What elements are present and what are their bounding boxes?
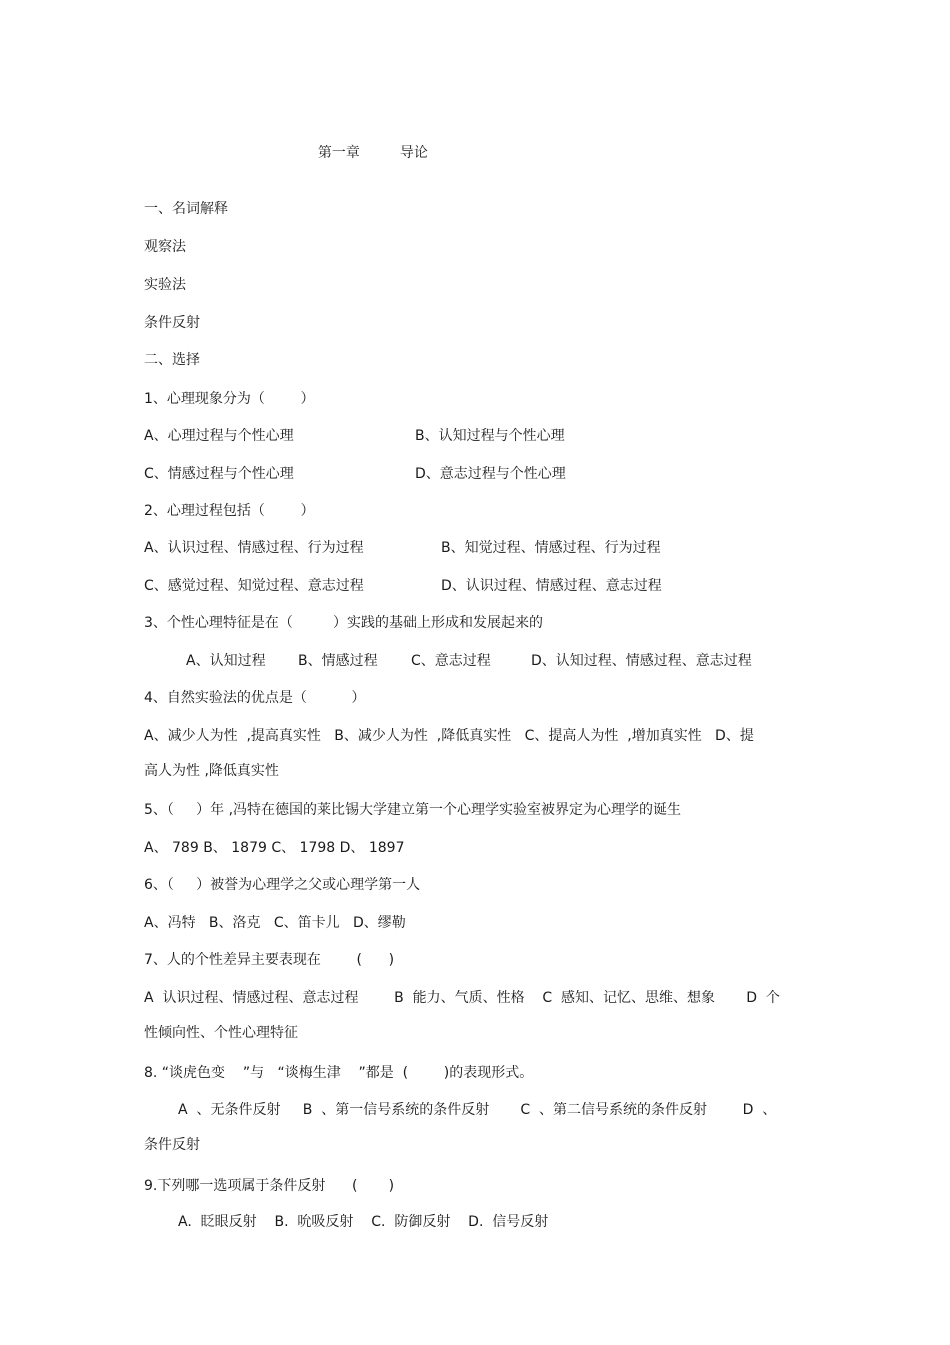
- question-6-options: A、冯特 B、洛克 C、笛卡儿 D、缪勒: [144, 915, 406, 931]
- section-heading-terms: 一、名词解释: [144, 201, 228, 217]
- question-2-stem: 2、心理过程包括（ ）: [144, 503, 315, 519]
- option-c: C、感觉过程、知觉过程、意志过程: [144, 578, 364, 594]
- question-3-stem: 3、个性心理特征是在（ ）实践的基础上形成和发展起来的: [144, 615, 543, 631]
- question-9-options: A. 眨眼反射 B. 吮吸反射 C. 防御反射 D. 信号反射: [178, 1214, 549, 1230]
- option-d: D、认识过程、情感过程、意志过程: [441, 578, 662, 594]
- question-4-stem: 4、自然实验法的优点是（ ）: [144, 690, 366, 706]
- question-9-stem: 9.下列哪一选项属于条件反射 ( ): [144, 1178, 395, 1194]
- chapter-name: 导论: [399, 145, 428, 161]
- option-a: A、认识过程、情感过程、行为过程: [144, 540, 364, 556]
- option-c: C、情感过程与个性心理: [144, 466, 294, 482]
- question-8-stem: 8. “谈虎色变 ”与 “谈梅生津 ”都是 ( )的表现形式。: [144, 1065, 534, 1081]
- option-d: D、认知过程、情感过程、意志过程: [531, 653, 752, 669]
- question-4-options-cont: 高人为性 ,降低真实性: [144, 763, 279, 779]
- option-b: B、情感过程: [298, 653, 378, 669]
- question-6-stem: 6、（ ）被誉为心理学之父或心理学第一人: [144, 877, 421, 893]
- chapter-number: 第一章: [317, 145, 360, 161]
- term-item: 条件反射: [144, 315, 200, 331]
- option-c: C、意志过程: [411, 653, 491, 669]
- option-b: B、认知过程与个性心理: [415, 428, 565, 444]
- term-item: 实验法: [144, 277, 186, 293]
- option-d: D、意志过程与个性心理: [415, 466, 566, 482]
- chapter-title: [309, 126, 428, 162]
- option-a: A、心理过程与个性心理: [144, 428, 294, 444]
- section-heading-choice: 二、选择: [144, 352, 200, 368]
- option-b: B、知觉过程、情感过程、行为过程: [441, 540, 661, 556]
- question-7-options: A 认识过程、情感过程、意志过程 B 能力、气质、性格 C 感知、记忆、思维、想象 D 个: [144, 990, 780, 1006]
- option-a: A、认知过程: [186, 653, 266, 669]
- question-7-stem: 7、人的个性差异主要表现在 ( ): [144, 952, 395, 968]
- question-7-options-cont: 性倾向性、个性心理特征: [144, 1025, 298, 1041]
- question-8-options: A 、无条件反射 B 、第一信号系统的条件反射 C 、第二信号系统的条件反射 D 、: [178, 1102, 777, 1118]
- question-5-stem: 5、（ ）年 ,冯特在德国的莱比锡大学建立第一个心理学实验室被界定为心理学的诞生: [144, 802, 682, 818]
- question-8-options-cont: 条件反射: [144, 1137, 200, 1153]
- question-1-stem: 1、心理现象分为（ ）: [144, 391, 315, 407]
- term-item: 观察法: [144, 239, 186, 255]
- question-4-options: A、减少人为性 ,提高真实性 B、减少人为性 ,降低真实性 C、提高人为性 ,增加真实性 D、提: [144, 728, 754, 744]
- question-5-options: A、 789 B、 1879 C、 1798 D、 1897: [144, 840, 405, 856]
